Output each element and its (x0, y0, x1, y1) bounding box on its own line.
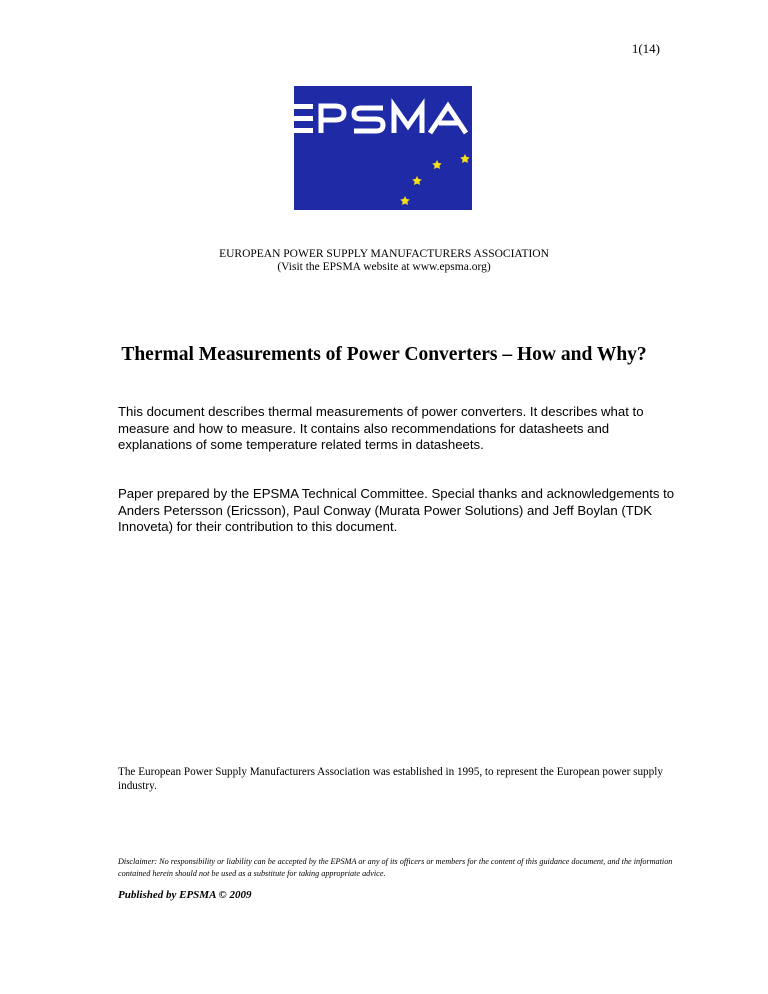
document-title: Thermal Measurements of Power Converters – How and Why? (121, 344, 647, 365)
page-number: 1(14) (631, 41, 660, 56)
disclaimer: Disclaimer: No responsibility or liability can be accepted by the EPSMA or any of its officers or members for the content of this guidance document, and the information contained herein should not be used as a substitute for taking appropriate advice. (118, 857, 673, 878)
established-note: The European Power Supply Manufacturers Association was established in 1995, to represent the European power supply industry. (118, 766, 663, 792)
website-note: (Visit the EPSMA website at www.epsma.org) (277, 261, 491, 273)
epsma-logo (294, 86, 472, 210)
intro-paragraph: This document describes thermal measurements of power converters. It describes what to measure and how to measure. It contains also recommendations for datasheets and explanations of some temperature related terms in datasheets. (118, 404, 644, 452)
published-line: Published by EPSMA © 2009 (118, 889, 252, 901)
association-name: EUROPEAN POWER SUPPLY MANUFACTURERS ASSOCIATION (219, 248, 549, 260)
association-block (0, 248, 768, 274)
acknowledgements-paragraph: Paper prepared by the EPSMA Technical Committee. Special thanks and acknowledgements to Anders Petersson (Ericsson), Paul Conway (Murata Power Solutions) and Jeff Boylan (TDK Innoveta) for their contribution to this document. (118, 486, 675, 534)
